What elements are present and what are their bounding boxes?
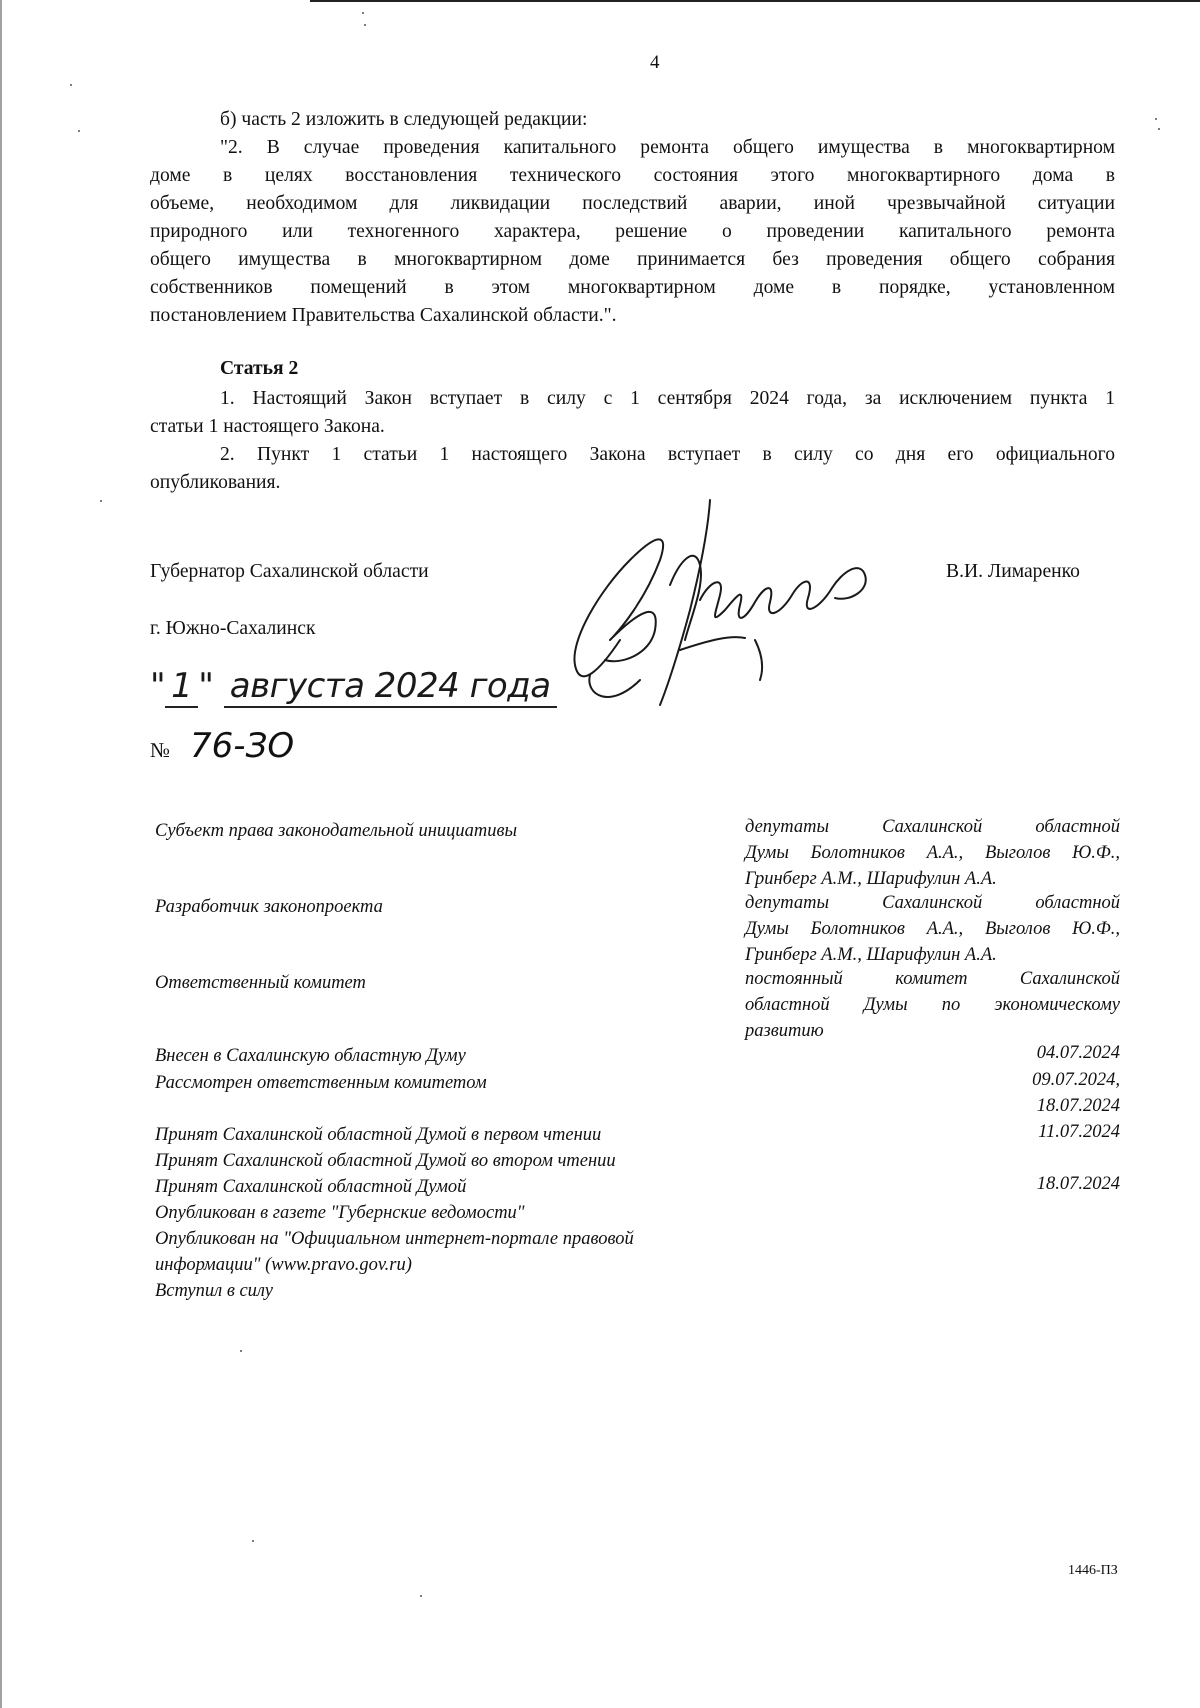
info-value-line: Думы Болотников А.А., Выголов Ю.Ф., — [745, 843, 1120, 863]
date-quote: " — [198, 666, 214, 706]
amendment-line: объеме, необходимом для ликвидации последствий аварии, иной чрезвычайной ситуации — [150, 193, 1115, 214]
info-value-line: депутаты Сахалинской областной — [745, 817, 1120, 837]
signing-city: г. Южно-Сахалинск — [150, 618, 316, 639]
info-reviewed-date: 18.07.2024 — [1036, 1096, 1120, 1116]
scan-speck — [364, 24, 366, 26]
date-day: 1 — [165, 666, 198, 708]
article2-body — [150, 385, 1115, 497]
info-developer-label: Разработчик законопроекта — [155, 897, 383, 917]
amendment-block — [150, 106, 1115, 330]
amendment-line: собственников помещений в этом многоквартирном доме в порядке, установленном — [150, 277, 1115, 298]
amendment-line: "2. В случае проведения капитального ремонта общего имущества в многоквартирном — [220, 137, 1115, 158]
info-value-line: развитию — [745, 1021, 824, 1041]
info-published-portal-label: информации" (www.pravo.gov.ru) — [155, 1255, 412, 1275]
scan-speck — [252, 1540, 254, 1542]
info-first-reading-date: 11.07.2024 — [1038, 1122, 1120, 1142]
scan-speck — [1155, 118, 1157, 120]
signatory-name: В.И. Лимаренко — [946, 561, 1080, 582]
info-second-reading-label: Принят Сахалинской областной Думой во втором чтении — [155, 1151, 616, 1171]
info-committee-value — [745, 966, 1120, 1044]
info-committee-label: Ответственный комитет — [155, 973, 366, 993]
info-value-line: областной Думы по экономическому — [745, 995, 1120, 1015]
info-submitted-label: Внесен в Сахалинскую областную Думу — [155, 1046, 466, 1066]
info-in-force-label: Вступил в силу — [155, 1281, 273, 1301]
scan-speck — [100, 500, 102, 502]
article-heading: Статья 2 — [220, 358, 299, 379]
amendment-line: доме в целях восстановления технического состояния этого многоквартирного дома в — [150, 165, 1115, 186]
scan-speck — [420, 1595, 422, 1597]
info-value-line: Гринберг А.М., Шарифулин А.А. — [745, 869, 997, 889]
amendment-line: общего имущества в многоквартирном доме принимается без проведения общего собрания — [150, 249, 1115, 270]
info-adopted-date: 18.07.2024 — [1036, 1174, 1120, 1194]
page-number: 4 — [650, 52, 660, 73]
page-edge — [0, 0, 2, 1708]
amendment-item-b: б) часть 2 изложить в следующей редакции: — [220, 109, 588, 130]
article2-p1: 1. Настоящий Закон вступает в силу с 1 сентября 2024 года, за исключением пункта 1 — [220, 388, 1115, 409]
article2-p2: опубликования. — [150, 472, 281, 493]
info-adopted-label: Принят Сахалинской областной Думой — [155, 1177, 467, 1197]
document-code: 1446-ПЗ — [1068, 1563, 1118, 1578]
info-value-line: депутаты Сахалинской областной — [745, 893, 1120, 913]
info-subject-label: Субъект права законодательной инициативы — [155, 821, 518, 841]
info-subject-value — [745, 814, 1120, 892]
info-value-line: постоянный комитет Сахалинской — [745, 969, 1120, 989]
signing-date — [150, 666, 557, 706]
article2-p1: статьи 1 настоящего Закона. — [150, 416, 385, 437]
info-published-newspaper-label: Опубликован в газете "Губернские ведомости" — [155, 1203, 525, 1223]
handwritten-signature — [560, 490, 900, 720]
article2-p2: 2. Пункт 1 статьи 1 настоящего Закона вступает в силу со дня его официального — [220, 444, 1115, 465]
scan-speck — [1158, 128, 1160, 130]
scan-speck — [78, 130, 80, 132]
amendment-line: постановлением Правительства Сахалинской области.". — [150, 305, 617, 326]
info-reviewed-label: Рассмотрен ответственным комитетом — [155, 1073, 487, 1093]
page-edge — [310, 0, 1200, 2]
number-label: № — [150, 738, 171, 762]
info-first-reading-label: Принят Сахалинской областной Думой в первом чтении — [155, 1125, 602, 1145]
scan-speck — [362, 12, 364, 14]
info-reviewed-date: 09.07.2024, — [1032, 1070, 1120, 1090]
info-developer-value — [745, 890, 1120, 968]
info-value-line: Думы Болотников А.А., Выголов Ю.Ф., — [745, 919, 1120, 939]
amendment-line: природного или техногенного характера, решение о проведении капитального ремонта — [150, 221, 1115, 242]
date-quote: " — [150, 666, 166, 706]
date-month-year: августа 2024 года — [224, 666, 557, 708]
scan-speck — [70, 84, 72, 86]
signatory-position: Губернатор Сахалинской области — [150, 561, 429, 582]
info-value-line: Гринберг А.М., Шарифулин А.А. — [745, 945, 997, 965]
scan-speck — [240, 1350, 242, 1352]
info-submitted-date: 04.07.2024 — [1036, 1043, 1120, 1063]
number-value: 76-ЗО — [190, 726, 295, 766]
info-published-portal-label: Опубликован на "Официальном интернет-портале правовой — [155, 1229, 634, 1249]
law-number — [150, 726, 294, 766]
